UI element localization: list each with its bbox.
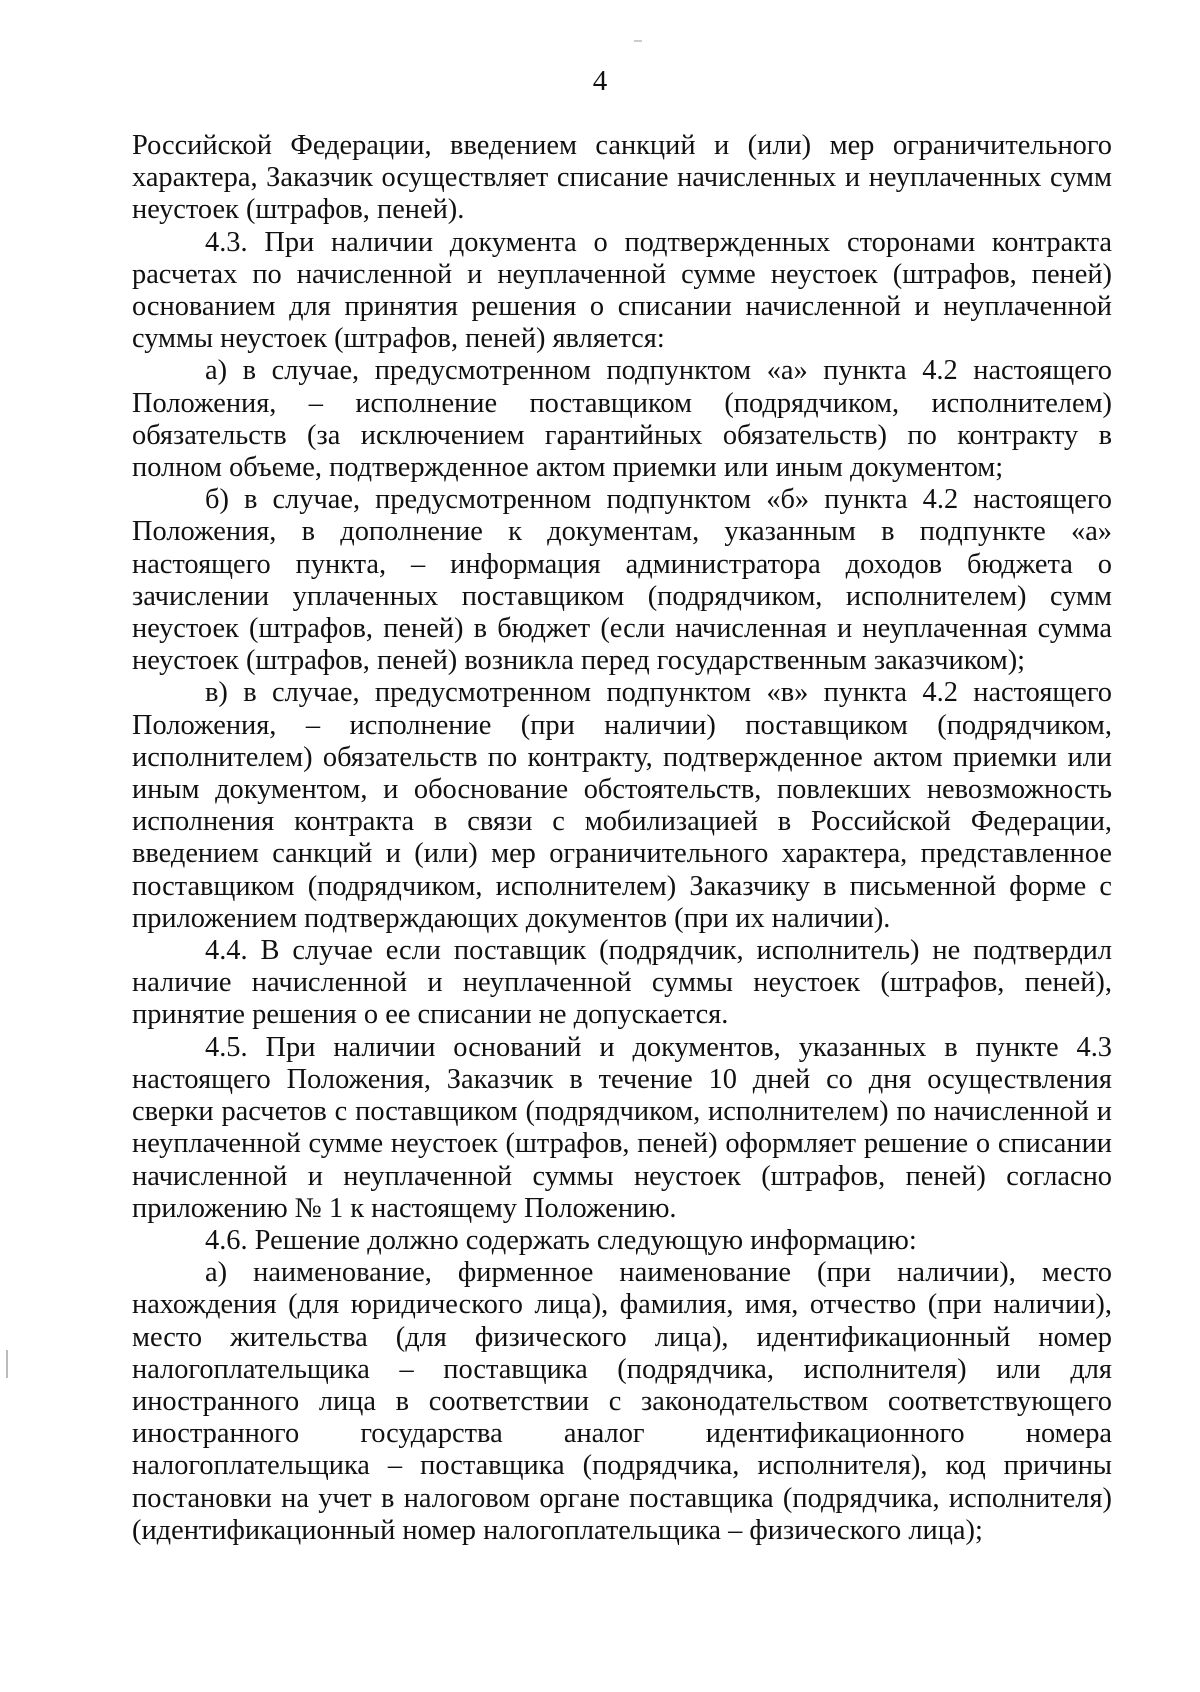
paragraph-4-4: 4.4. В случае если поставщик (подрядчик, исполнитель) не подтвердил наличие начисленной и неуплаченной суммы неустоек (штрафов, пеней), принятие решения о ее списании не допускается. bbox=[132, 935, 1112, 1031]
paragraph-4-3-v: в) в случае, предусмотренном подпунктом «в» пункта 4.2 настоящего Положения, – исполнение (при наличии) поставщиком (подрядчиком, исполнителем) обязательств по контракту, подтвержденное актом приемки или иным документом, и обоснование обстоятельств, повлекших невозможность исполнения контракта в связи с мобилизацией в Российской Федерации, введением санкций и (или) мер ограничительного характера, представленное поставщиком (подрядчиком, исполнителем) Заказчику в письменной форме с приложением подтверждающих документов (при их наличии). bbox=[132, 677, 1112, 934]
page-number: 4 bbox=[592, 65, 608, 97]
scan-artifact-edge bbox=[6, 1350, 8, 1378]
paragraph-4-3-a: а) в случае, предусмотренном подпунктом «а» пункта 4.2 настоящего Положения, – исполнение поставщиком (подрядчиком, исполнителем) обязательств (за исключением гарантийных обязательств) по контракту в полном объеме, подтвержденное актом приемки или иным документом; bbox=[132, 355, 1112, 484]
paragraph-4-3: 4.3. При наличии документа о подтвержденных сторонами контракта расчетах по начисленной и неуплаченной сумме неустоек (штрафов, пеней) основанием для принятия решения о списании начисленной и неуплаченной суммы неустоек (штрафов, пеней) является: bbox=[132, 226, 1112, 355]
paragraph-4-6: 4.6. Решение должно содержать следующую информацию: bbox=[205, 1224, 917, 1256]
scan-artifact-top bbox=[634, 40, 642, 42]
paragraph-4-3-b: б) в случае, предусмотренном подпунктом «б» пункта 4.2 настоящего Положения, в дополнение к документам, указанным в подпункте «а» настоящего пункта, – информация администратора доходов бюджета о зачислении уплаченных поставщиком (подрядчиком, исполнителем) сумм неустоек (штрафов, пеней) в бюджет (если начисленная и неуплаченная сумма неустоек (штрафов, пеней) возникла перед государственным заказчиком); bbox=[132, 484, 1112, 677]
document-body bbox=[132, 130, 1112, 1547]
paragraph-4-5: 4.5. При наличии оснований и документов, указанных в пункте 4.3 настоящего Положения, Заказчик в течение 10 дней со дня осуществления сверки расчетов с поставщиком (подрядчиком, исполнителем) по начисленной и неуплаченной сумме неустоек (штрафов, пеней) оформляет решение о списании начисленной и неуплаченной суммы неустоек (штрафов, пеней) согласно приложению № 1 к настоящему Положению. bbox=[132, 1031, 1112, 1224]
paragraph-4-6-a: а) наименование, фирменное наименование (при наличии), место нахождения (для юридического лица), фамилия, имя, отчество (при наличии), место жительства (для физического лица), идентификационный номер налогоплательщика – поставщика (подрядчика, исполнителя) или для иностранного лица в соответствии с законодательством соответствующего иностранного государства аналог идентификационного номера налогоплательщика – поставщика (подрядчика, исполнителя), код причины постановки на учет в налоговом органе поставщика (подрядчика, исполнителя) (идентификационный номер налогоплательщика – физического лица); bbox=[132, 1257, 1112, 1546]
paragraph-continuation: Российской Федерации, введением санкций и (или) мер ограничительного характера, Заказчик осуществляет списание начисленных и неуплаченных сумм неустоек (штрафов, пеней). bbox=[132, 130, 1112, 226]
